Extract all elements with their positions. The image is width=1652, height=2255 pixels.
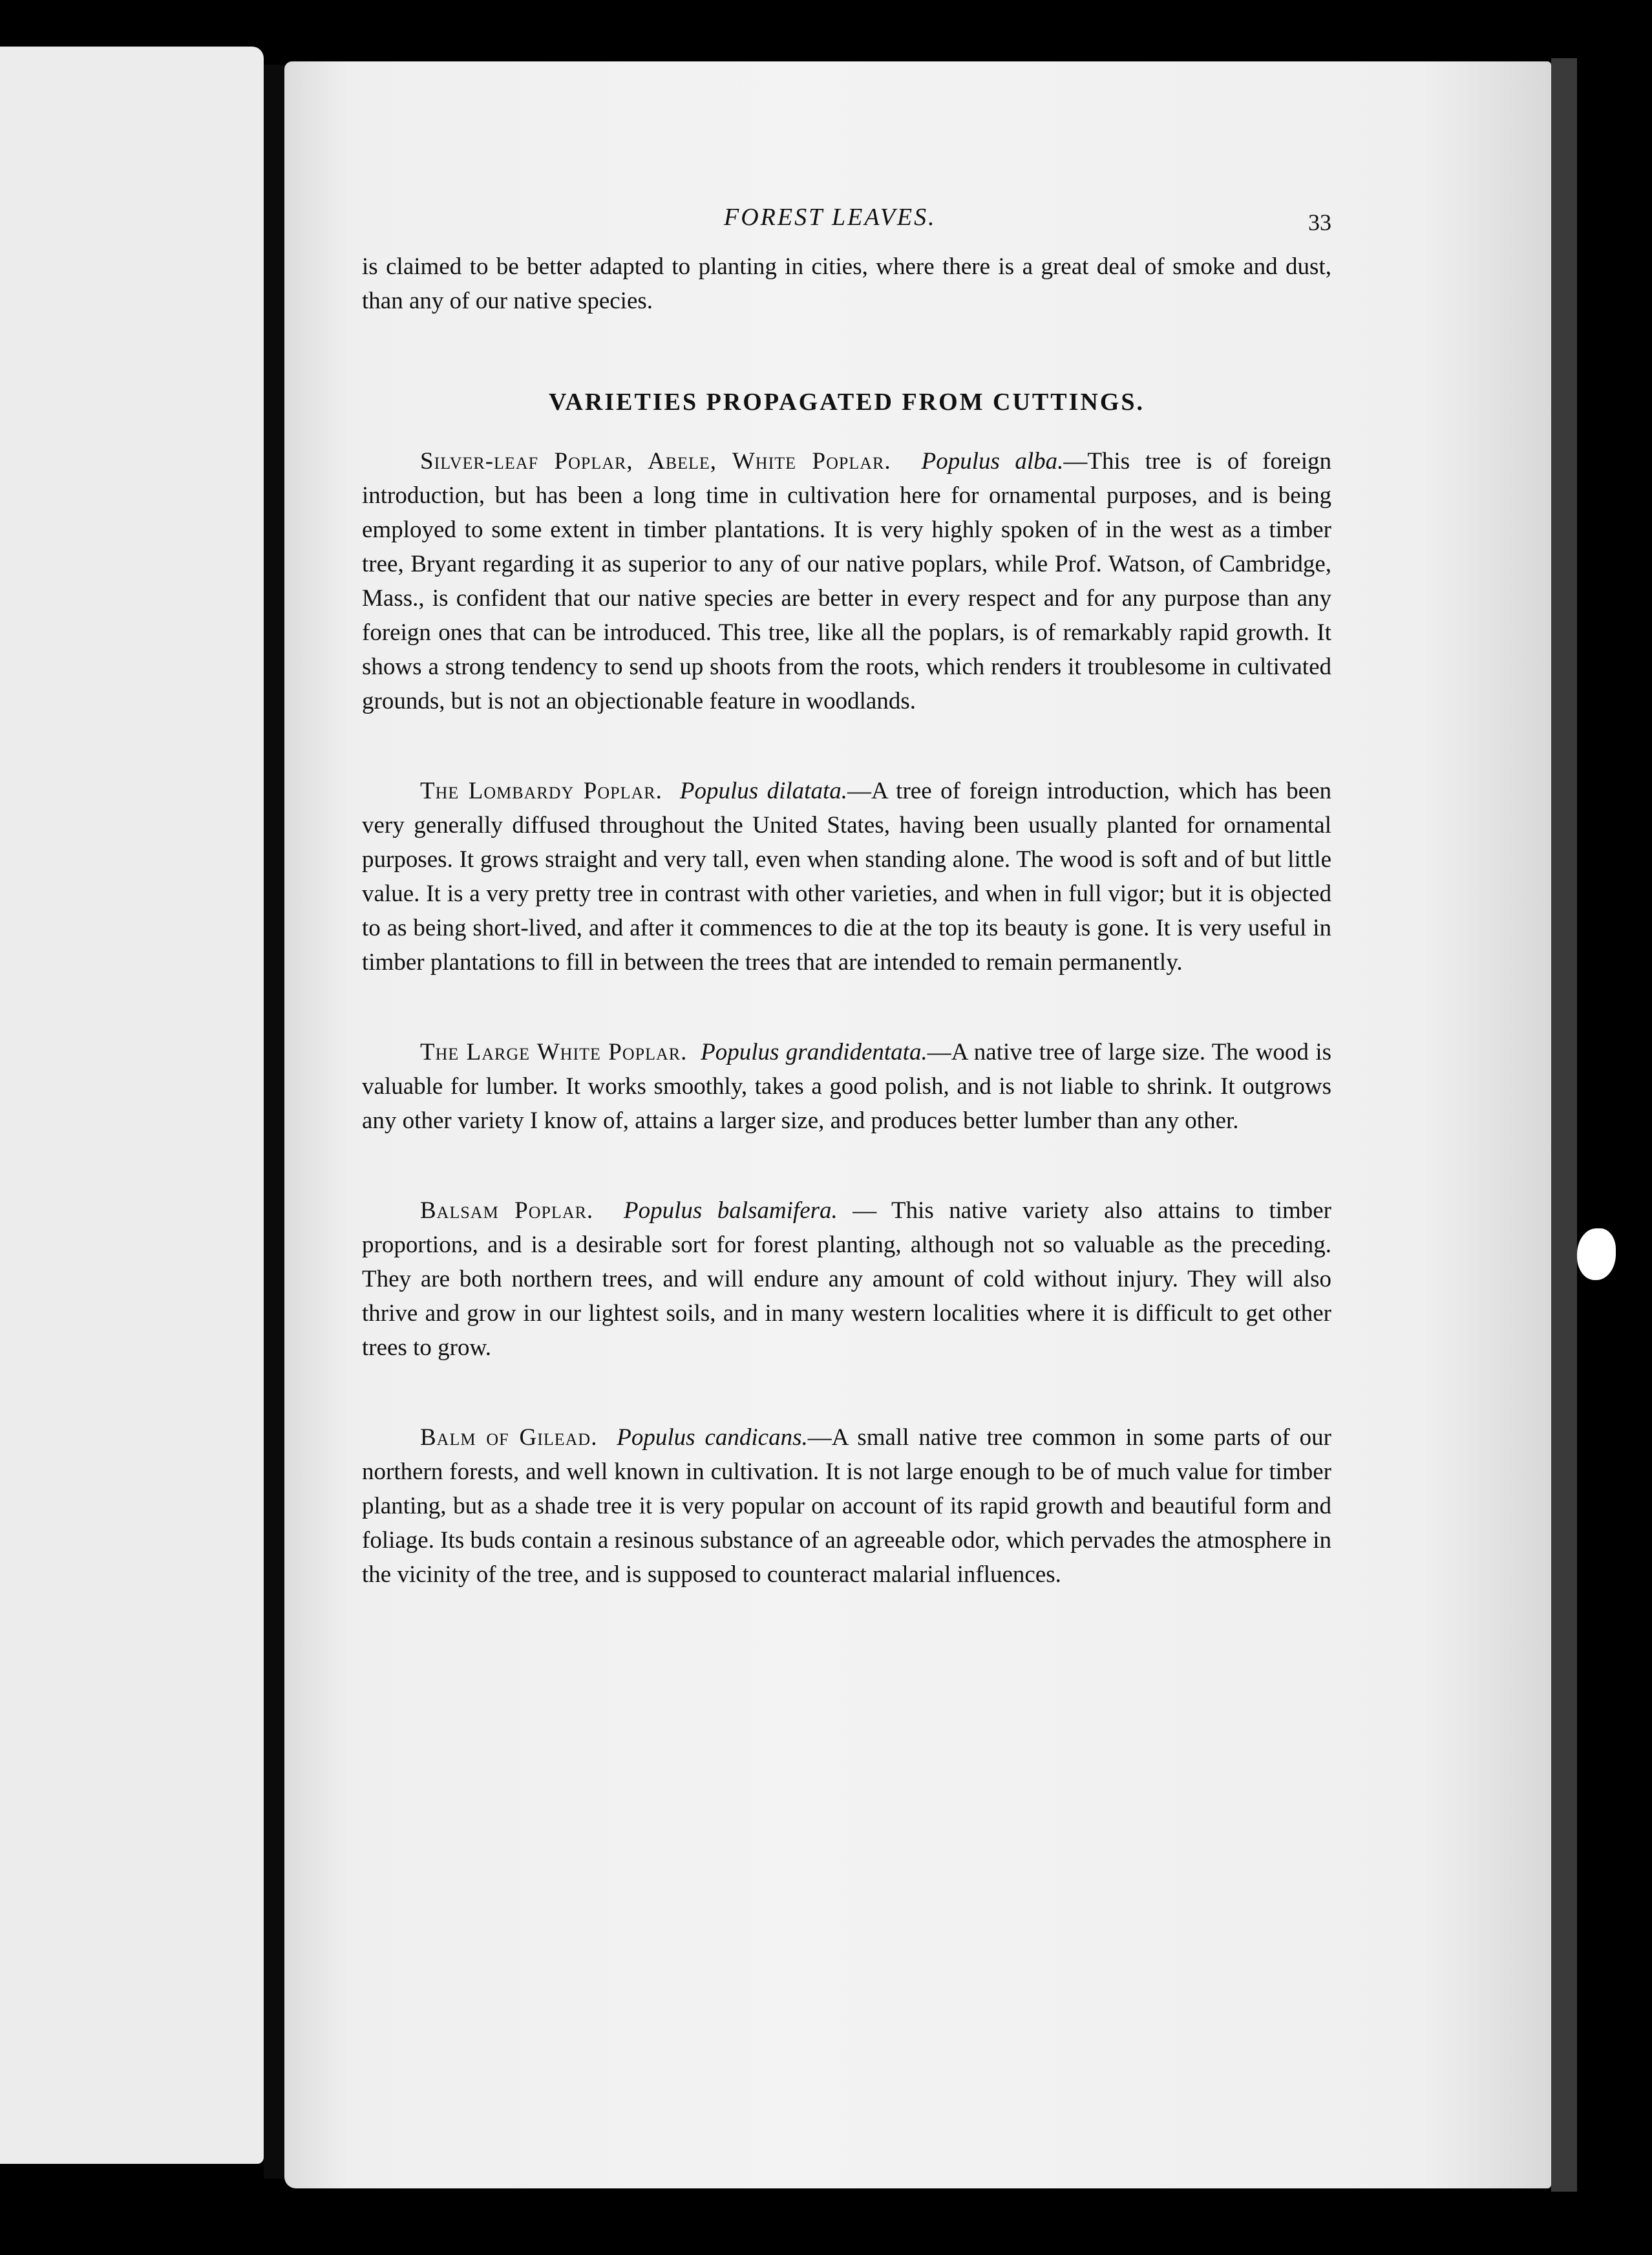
entry-text: —This tree is of foreign introduction, but has been a long time in cultivation here for ornamental purposes, and is being employed to some extent in timber plantations. It is very highly spoken of in the west as a timber tree, Bryant regarding it as superior to any of our native poplars, while Prof. Watson, of Cambridge, Mass., is confident that our native species are better in every respect and for any purpose than any foreign ones that can be introduced. This tree, like all the poplars, is of remarkably rapid growth. It shows a strong tendency to send up shoots from the roots, which renders it troublesome in cultivated grounds, but is not an objectionable feature in woodlands.: [362, 448, 1332, 714]
page-number: 33: [1308, 209, 1331, 235]
entry-text: —A small native tree common in some parts of our northern forests, and well known in cultivation. It is not large enough to be of much value for timber planting, but as a shade tree it is very popular on account of its rapid growth and beautiful form and foliage. Its buds contain a resinous substance of an agreeable odor, which pervades the atmosphere in the vicinity of the tree, and is supposed to counteract malarial influences.: [362, 1424, 1331, 1588]
entry-text: —A native tree of large size. The wood is valuable for lumber. It works smoothly, takes a good polish, and is not liable to shrink. It outgrows any other variety I know of, attains a larger size, and produces better lumber than any other.: [362, 1039, 1332, 1134]
intro-paragraph: is claimed to be better adapted to planting in cities, where there is a great deal of smoke and dust, than any of our native species.: [362, 253, 1331, 314]
entry-name: Balsam Poplar.: [420, 1197, 594, 1224]
section-heading: VARIETIES PROPAGATED FROM CUTTINGS.: [548, 389, 1145, 416]
running-title: FOREST LEAVES.: [724, 204, 937, 231]
page-text: [362, 200, 1331, 1647]
entry-name: Silver-leaf Poplar, Abele, White Poplar.: [420, 448, 891, 475]
entry-latin-name: Populus candicans.: [617, 1424, 808, 1451]
entry-latin-name: Populus balsamifera.: [624, 1197, 838, 1224]
paper-tear: [1577, 1228, 1616, 1280]
entry-balsam-poplar: [362, 1193, 1331, 1365]
entry-name: The Large White Poplar.: [420, 1039, 688, 1065]
entry-latin-name: Populus dilatata.: [679, 778, 847, 804]
entry-latin-name: Populus alba.: [921, 448, 1064, 475]
right-page-edge: [1551, 58, 1577, 2192]
entry-text: — This native variety also attains to timber proportions, and is a desirable sort for forest planting, although not so valuable as the preceding. They are both northern trees, and will endure any amount of cold without injury. They will also thrive and grow in our lightest soils, and in many western localities where it is difficult to get other trees to grow.: [362, 1197, 1332, 1361]
entry-large-white-poplar: [362, 1035, 1331, 1138]
entry-silver-leaf-poplar: [362, 444, 1331, 718]
entry-name: Balm of Gilead.: [420, 1424, 598, 1451]
entry-lombardy-poplar: [362, 774, 1331, 979]
entry-name: The Lombardy Poplar.: [420, 778, 662, 804]
left-page-edge: [0, 47, 264, 2164]
entry-balm-of-gilead: [362, 1420, 1331, 1592]
entry-text: —A tree of foreign introduction, which has been very generally diffused throughout the United States, having been usually planted for ornamental purposes. It grows straight and very tall, even when standing alone. The wood is soft and of but little value. It is a very pretty tree in contrast with other varieties, and when in full vigor; but it is objected to as being short-lived, and after it commences to die at the top its beauty is gone. It is very useful in timber plantations to fill in between the trees that are intended to remain permanently.: [362, 778, 1331, 976]
entry-latin-name: Populus grandidentata.: [701, 1039, 927, 1065]
running-head: [362, 200, 1331, 239]
